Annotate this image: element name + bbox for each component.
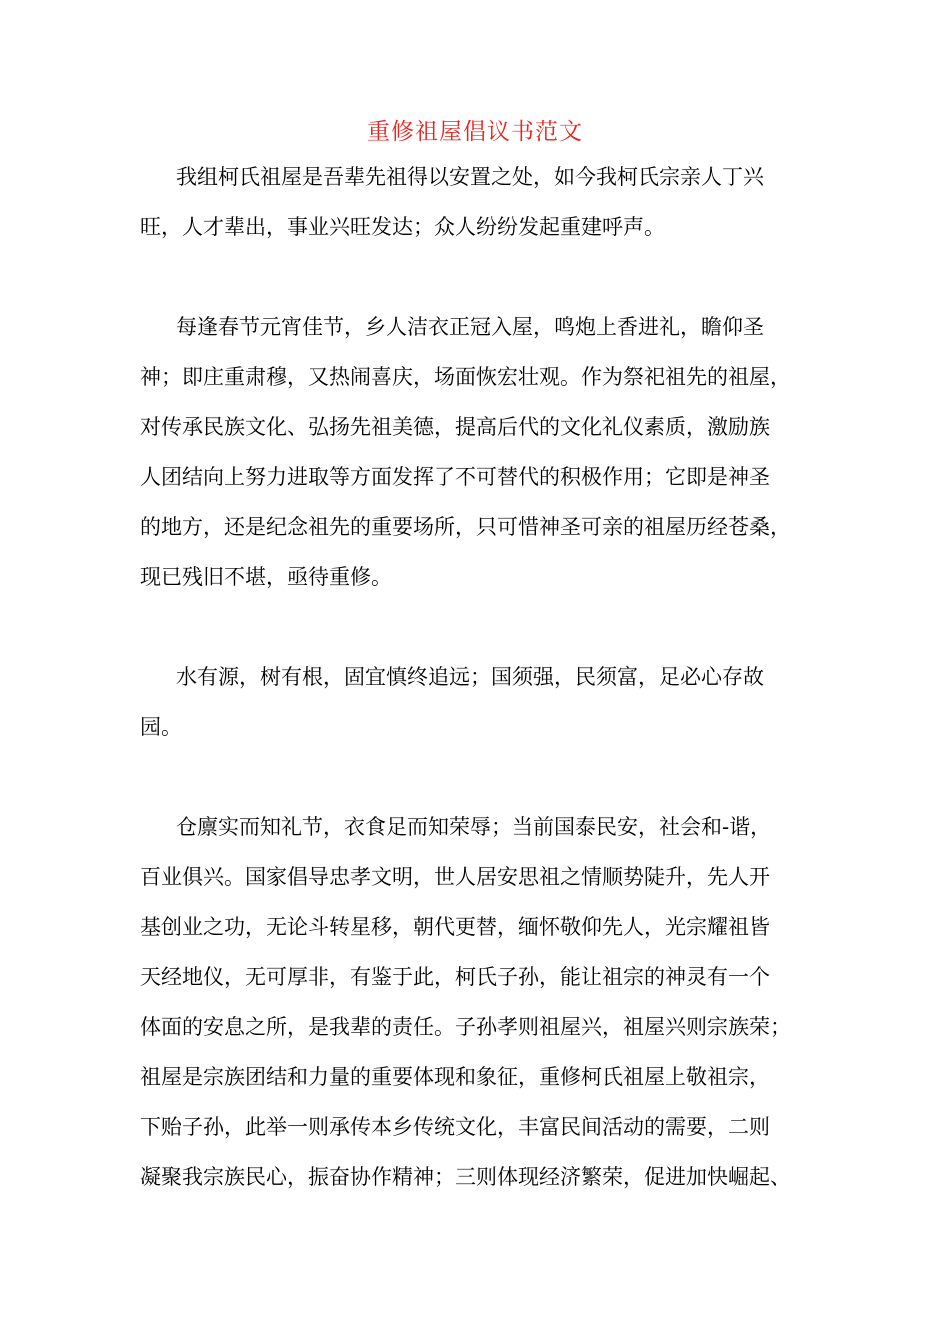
document-body [140, 152, 830, 1202]
document-title: 重修祖屋倡议书范文 [367, 119, 583, 145]
paragraph [140, 302, 830, 602]
paragraph-line: 水有源，树有根，固宜慎终追远；国须强，民须富，足必心存故 [176, 665, 764, 689]
paragraph-line: 仓廪实而知礼节，衣食足而知荣辱；当前国泰民安，社会和-谐， [176, 815, 772, 839]
paragraph-line: 体面的安息之所，是我辈的责任。子孙孝则祖屋兴，祖屋兴则宗族荣； [140, 1015, 791, 1039]
paragraph-line: 百业俱兴。国家倡导忠孝文明，世人居安思祖之情顺势陡升，先人开 [140, 865, 770, 889]
paragraph-line: 旺，人才辈出，事业兴旺发达；众人纷纷发起重建呼声。 [140, 215, 665, 239]
paragraph-line: 祖屋是宗族团结和力量的重要体现和象征，重修柯氏祖屋上敬祖宗， [140, 1065, 770, 1089]
paragraph-line: 基创业之功，无论斗转星移，朝代更替，缅怀敬仰先人，光宗耀祖皆 [140, 915, 770, 939]
paragraph-gap [140, 602, 830, 652]
paragraph-line: 每逢春节元宵佳节，乡人洁衣正冠入屋，鸣炮上香进礼，瞻仰圣 [176, 315, 764, 339]
paragraph-gap [140, 252, 830, 302]
paragraph-line: 对传承民族文化、弘扬先祖美德，提高后代的文化礼仪素质，激励族 [140, 415, 770, 439]
paragraph [140, 802, 830, 1202]
paragraph-line: 人团结向上努力进取等方面发挥了不可替代的积极作用；它即是神圣 [140, 465, 770, 489]
paragraph-line: 下贻子孙，此举一则承传本乡传统文化，丰富民间活动的需要，二则 [140, 1115, 770, 1139]
paragraph-line: 我组柯氏祖屋是吾辈先祖得以安置之处，如今我柯氏宗亲人丁兴 [176, 165, 764, 189]
paragraph-line: 凝聚我宗族民心，振奋协作精神；三则体现经济繁荣，促进加快崛起、 [140, 1165, 791, 1189]
paragraph-line: 现已残旧不堪，亟待重修。 [140, 565, 392, 589]
paragraph-line: 神；即庄重肃穆，又热闹喜庆，场面恢宏壮观。作为祭祀祖先的祖屋， [140, 365, 791, 389]
paragraph-line: 园。 [140, 715, 182, 739]
paragraph [140, 152, 830, 252]
paragraph-line: 的地方，还是纪念祖先的重要场所，只可惜神圣可亲的祖屋历经苍桑， [140, 515, 791, 539]
paragraph [140, 652, 830, 752]
paragraph-line: 天经地仪，无可厚非，有鉴于此，柯氏子孙，能让祖宗的神灵有一个 [140, 965, 770, 989]
paragraph-gap [140, 752, 830, 802]
